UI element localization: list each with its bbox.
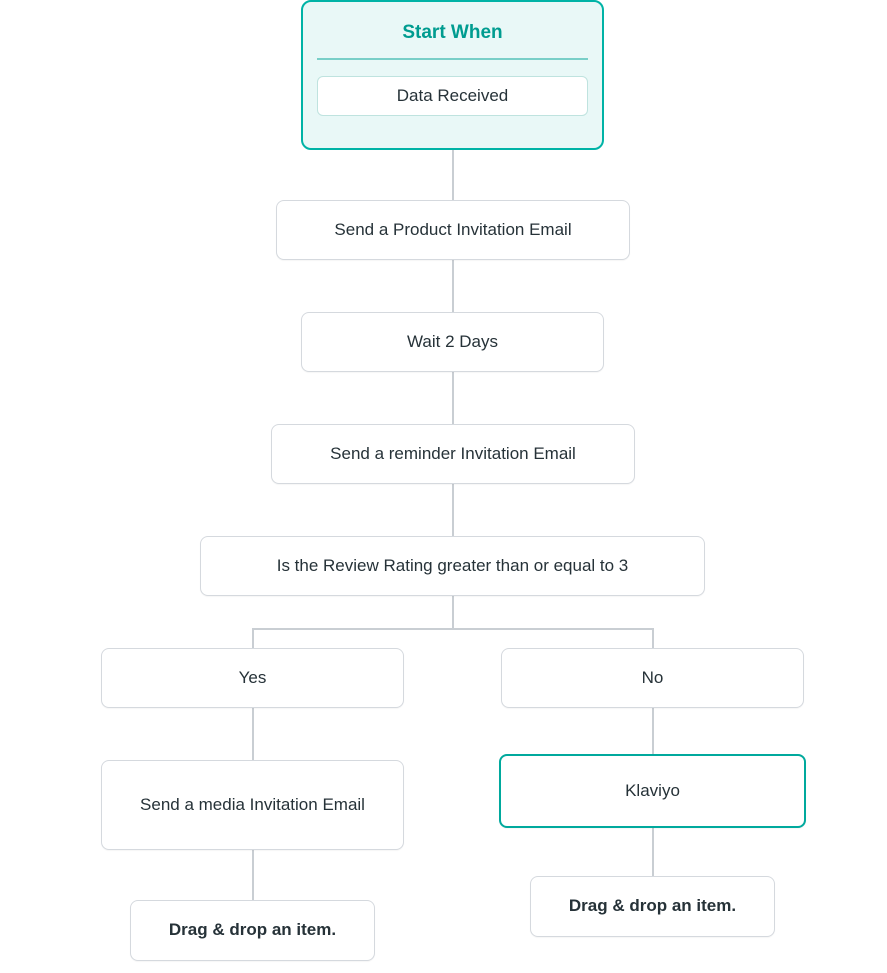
connector-wait-to-reminder — [452, 372, 454, 426]
connector-no-to-klaviyo — [652, 708, 654, 754]
node-send-reminder-invitation-email[interactable] — [271, 424, 635, 484]
node-branch-no[interactable] — [501, 648, 804, 708]
node-branch-yes[interactable] — [101, 648, 404, 708]
connector-product-email-to-wait — [452, 260, 454, 314]
start-when-node[interactable] — [301, 0, 604, 150]
connector-media-email-to-dropzone — [252, 850, 254, 902]
connector-split-to-yes — [252, 628, 254, 650]
node-label: Is the Review Rating greater than or equal to 3 — [276, 555, 629, 575]
connector-split-horizontal — [252, 628, 654, 630]
node-label: Yes — [238, 667, 267, 687]
start-when-trigger-field[interactable]: Data Received — [317, 76, 588, 116]
dropzone-left[interactable] — [130, 900, 375, 961]
node-wait-2-days[interactable] — [301, 312, 604, 372]
dropzone-right[interactable] — [530, 876, 775, 937]
node-send-product-invitation-email[interactable] — [276, 200, 630, 260]
connector-yes-to-media-email — [252, 708, 254, 762]
node-label: No — [641, 667, 664, 687]
node-label: Send a media Invitation Email — [140, 794, 365, 814]
node-review-rating-condition[interactable] — [200, 536, 705, 596]
node-label: Wait 2 Days — [406, 331, 498, 351]
start-when-title: Start When — [317, 12, 588, 60]
connector-condition-to-split — [452, 596, 454, 629]
connector-reminder-to-condition — [452, 484, 454, 538]
dropzone-label: Drag & drop an item. — [168, 920, 337, 940]
node-klaviyo[interactable] — [499, 754, 806, 828]
connector-split-to-no — [652, 628, 654, 650]
node-label: Klaviyo — [625, 780, 680, 800]
connector-start-to-product-email — [452, 148, 454, 202]
dropzone-label: Drag & drop an item. — [568, 896, 737, 916]
node-send-media-invitation-email[interactable] — [101, 760, 404, 850]
node-label: Send a reminder Invitation Email — [330, 443, 576, 463]
connector-klaviyo-to-dropzone — [652, 828, 654, 876]
node-label: Send a Product Invitation Email — [334, 219, 572, 239]
